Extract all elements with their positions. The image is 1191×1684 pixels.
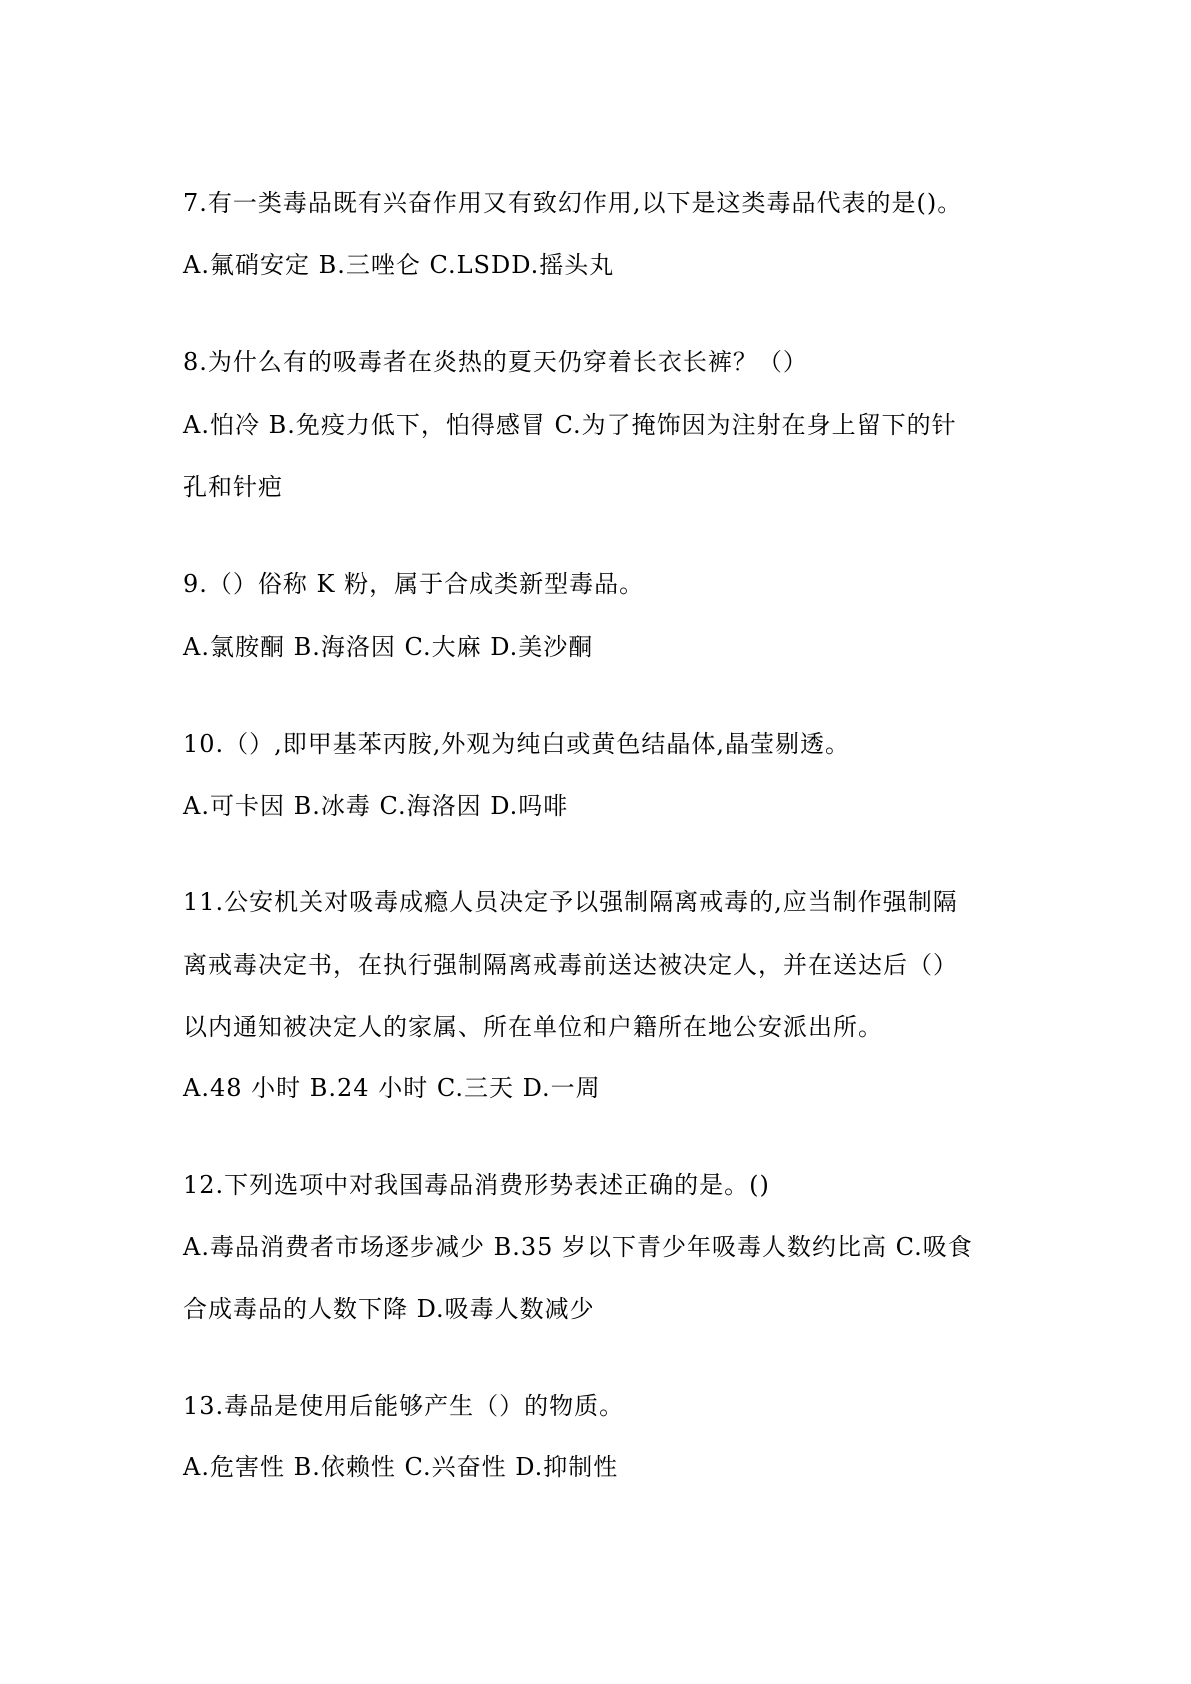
question-11-text: 11.公安机关对吸毒成瘾人员决定予以强制隔离戒毒的,应当制作强制隔 xyxy=(183,888,958,916)
question-10-options: A.可卡因 B.冰毒 C.海洛因 D.吗啡 xyxy=(183,792,569,820)
question-8-options: A.怕冷 B.免疫力低下，怕得感冒 C.为了掩饰因为注射在身上留下的针 xyxy=(183,411,957,439)
question-9-options: A.氯胺酮 B.海洛因 C.大麻 D.美沙酮 xyxy=(183,633,594,661)
question-7-options: A.氟硝安定 B.三唑仑 C.LSDD.摇头丸 xyxy=(183,251,615,279)
question-9-text: 9.（）俗称 K 粉，属于合成类新型毒品。 xyxy=(183,570,645,598)
question-8-options-cont: 孔和针疤 xyxy=(183,473,283,501)
question-11-text-cont-1: 离戒毒决定书，在执行强制隔离戒毒前送达被决定人，并在送达后（） xyxy=(183,951,958,979)
question-12-text: 12.下列选项中对我国毒品消费形势表述正确的是。() xyxy=(183,1171,770,1199)
question-12-options-cont: 合成毒品的人数下降 D.吸毒人数减少 xyxy=(183,1295,595,1323)
question-12-options: A.毒品消费者市场逐步减少 B.35 岁以下青少年吸毒人数约比高 C.吸食 xyxy=(183,1233,973,1261)
question-13-text: 13.毒品是使用后能够产生（）的物质。 xyxy=(183,1392,625,1420)
question-8-text: 8.为什么有的吸毒者在炎热的夏天仍穿着长衣长裤？（） xyxy=(183,348,808,376)
question-11-text-cont-2: 以内通知被决定人的家属、所在单位和户籍所在地公安派出所。 xyxy=(183,1013,883,1041)
question-13-options: A.危害性 B.依赖性 C.兴奋性 D.抑制性 xyxy=(183,1453,619,1481)
question-10-text: 10.（）,即甲基苯丙胺,外观为纯白或黄色结晶体,晶莹剔透。 xyxy=(183,730,851,758)
question-7-text: 7.有一类毒品既有兴奋作用又有致幻作用,以下是这类毒品代表的是()。 xyxy=(183,189,963,217)
question-11-options: A.48 小时 B.24 小时 C.三天 D.一周 xyxy=(183,1074,601,1102)
